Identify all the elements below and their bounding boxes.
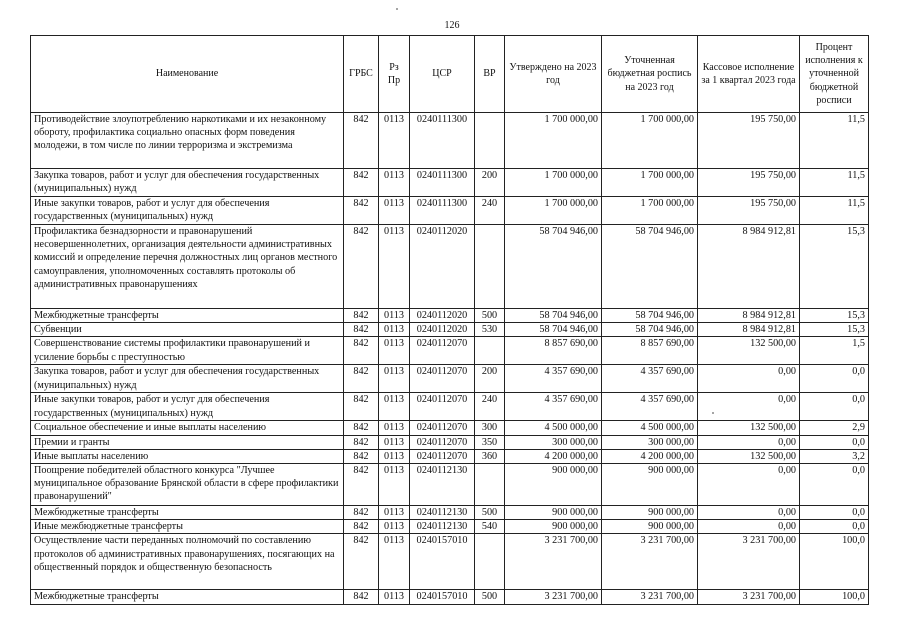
cell-approved: 58 704 946,00 (505, 225, 602, 309)
cell-cash: 132 500,00 (698, 421, 800, 435)
cell-cash: 195 750,00 (698, 197, 800, 225)
cell-refined: 300 000,00 (602, 435, 698, 449)
cell-refined: 4 200 000,00 (602, 449, 698, 463)
cell-vr: 360 (475, 449, 505, 463)
table-row (31, 113, 869, 169)
cell-grbs: 842 (344, 337, 379, 365)
cell-csr: 0240112130 (410, 520, 475, 534)
table-row (31, 169, 869, 197)
header-grbs: ГРБС (344, 36, 379, 113)
cell-approved: 4 500 000,00 (505, 421, 602, 435)
cell-cash: 132 500,00 (698, 449, 800, 463)
cell-rzpr: 0113 (379, 464, 410, 506)
cell-percent: 100,0 (800, 590, 869, 604)
cell-refined: 1 700 000,00 (602, 169, 698, 197)
cell-grbs: 842 (344, 225, 379, 309)
cell-rzpr: 0113 (379, 225, 410, 309)
header-approved: Утверждено на 2023 год (505, 36, 602, 113)
cell-name: Поощрение победителей областного конкурса "Лучшее муниципальное образование Брянской области в сфере профилактики правонарушений" (31, 464, 344, 506)
cell-grbs: 842 (344, 506, 379, 520)
cell-name: Закупка товаров, работ и услуг для обеспечения государственных (муниципальных) нужд (31, 169, 344, 197)
cell-vr: 200 (475, 365, 505, 393)
cell-name: Закупка товаров, работ и услуг для обеспечения государственных (муниципальных) нужд (31, 365, 344, 393)
cell-rzpr: 0113 (379, 506, 410, 520)
cell-csr: 0240112070 (410, 435, 475, 449)
cell-grbs: 842 (344, 113, 379, 169)
cell-refined: 3 231 700,00 (602, 534, 698, 590)
cell-cash: 0,00 (698, 393, 800, 421)
cell-approved: 8 857 690,00 (505, 337, 602, 365)
cell-cash: 132 500,00 (698, 337, 800, 365)
cell-rzpr: 0113 (379, 393, 410, 421)
cell-grbs: 842 (344, 197, 379, 225)
cell-approved: 4 200 000,00 (505, 449, 602, 463)
cell-name: Противодействие злоупотреблению наркотиками и их незаконному обороту, профилактика социально опасных форм поведения молодежи, в том числе по линии терроризма и экстремизма (31, 113, 344, 169)
cell-percent: 0,0 (800, 393, 869, 421)
cell-rzpr: 0113 (379, 520, 410, 534)
cell-percent: 11,5 (800, 197, 869, 225)
cell-csr: 0240112070 (410, 337, 475, 365)
cell-csr: 0240111300 (410, 113, 475, 169)
scan-speck (396, 8, 398, 10)
cell-name: Субвенции (31, 323, 344, 337)
header-name: Наименование (31, 36, 344, 113)
table-header-row (31, 36, 869, 113)
table-row (31, 393, 869, 421)
cell-cash: 0,00 (698, 435, 800, 449)
cell-grbs: 842 (344, 449, 379, 463)
cell-vr (475, 225, 505, 309)
cell-csr: 0240112130 (410, 506, 475, 520)
cell-cash: 195 750,00 (698, 113, 800, 169)
table-row (31, 421, 869, 435)
cell-rzpr: 0113 (379, 590, 410, 604)
cell-vr (475, 113, 505, 169)
cell-approved: 4 357 690,00 (505, 365, 602, 393)
cell-vr: 240 (475, 393, 505, 421)
table-row (31, 225, 869, 309)
cell-grbs: 842 (344, 323, 379, 337)
cell-percent: 15,3 (800, 225, 869, 309)
cell-name: Межбюджетные трансферты (31, 590, 344, 604)
cell-approved: 4 357 690,00 (505, 393, 602, 421)
cell-approved: 1 700 000,00 (505, 113, 602, 169)
cell-percent: 1,5 (800, 337, 869, 365)
cell-grbs: 842 (344, 309, 379, 323)
cell-cash: 8 984 912,81 (698, 225, 800, 309)
cell-refined: 4 500 000,00 (602, 421, 698, 435)
page-number: 126 (444, 20, 460, 31)
cell-vr (475, 534, 505, 590)
header-percent: Процент исполнения к уточненной бюджетной росписи (800, 36, 869, 113)
header-cash: Кассовое исполнение за 1 квартал 2023 года (698, 36, 800, 113)
cell-approved: 3 231 700,00 (505, 534, 602, 590)
cell-csr: 0240112020 (410, 225, 475, 309)
table-row (31, 590, 869, 604)
cell-approved: 1 700 000,00 (505, 169, 602, 197)
header-rzpr: Рз Пр (379, 36, 410, 113)
cell-refined: 900 000,00 (602, 506, 698, 520)
cell-name: Социальное обеспечение и иные выплаты населению (31, 421, 344, 435)
cell-percent: 15,3 (800, 323, 869, 337)
cell-refined: 58 704 946,00 (602, 225, 698, 309)
header-vr: ВР (475, 36, 505, 113)
cell-vr: 500 (475, 590, 505, 604)
cell-csr: 0240157010 (410, 590, 475, 604)
cell-name: Профилактика безнадзорности и правонарушений несовершеннолетних, организация деятельности административных комиссий и определение перечня должностных лиц органов местного самоуправления, уполномоченных составлять протоколы об административных правонарушениях (31, 225, 344, 309)
table-row (31, 506, 869, 520)
cell-vr: 350 (475, 435, 505, 449)
cell-grbs: 842 (344, 590, 379, 604)
cell-csr: 0240112130 (410, 464, 475, 506)
cell-csr: 0240112070 (410, 449, 475, 463)
cell-grbs: 842 (344, 169, 379, 197)
table-row (31, 520, 869, 534)
table-row (31, 435, 869, 449)
cell-name: Межбюджетные трансферты (31, 506, 344, 520)
cell-rzpr: 0113 (379, 169, 410, 197)
cell-percent: 100,0 (800, 534, 869, 590)
cell-name: Иные закупки товаров, работ и услуг для обеспечения государственных (муниципальных) нужд (31, 197, 344, 225)
cell-name: Совершенствование системы профилактики правонарушений и усиление борьбы с преступностью (31, 337, 344, 365)
header-refined: Уточненная бюджетная роспись на 2023 год (602, 36, 698, 113)
cell-cash: 195 750,00 (698, 169, 800, 197)
cell-rzpr: 0113 (379, 435, 410, 449)
cell-vr (475, 337, 505, 365)
cell-rzpr: 0113 (379, 337, 410, 365)
cell-refined: 58 704 946,00 (602, 323, 698, 337)
cell-rzpr: 0113 (379, 309, 410, 323)
cell-grbs: 842 (344, 421, 379, 435)
cell-rzpr: 0113 (379, 323, 410, 337)
cell-rzpr: 0113 (379, 421, 410, 435)
cell-refined: 900 000,00 (602, 520, 698, 534)
cell-refined: 4 357 690,00 (602, 393, 698, 421)
cell-refined: 900 000,00 (602, 464, 698, 506)
cell-approved: 900 000,00 (505, 464, 602, 506)
cell-percent: 0,0 (800, 365, 869, 393)
cell-vr (475, 464, 505, 506)
cell-percent: 0,0 (800, 464, 869, 506)
table-row (31, 337, 869, 365)
cell-vr: 300 (475, 421, 505, 435)
cell-percent: 3,2 (800, 449, 869, 463)
cell-percent: 11,5 (800, 113, 869, 169)
cell-refined: 58 704 946,00 (602, 309, 698, 323)
cell-refined: 1 700 000,00 (602, 197, 698, 225)
cell-approved: 900 000,00 (505, 506, 602, 520)
cell-refined: 4 357 690,00 (602, 365, 698, 393)
cell-percent: 0,0 (800, 520, 869, 534)
cell-vr: 500 (475, 506, 505, 520)
cell-vr: 200 (475, 169, 505, 197)
table-row (31, 197, 869, 225)
cell-csr: 0240157010 (410, 534, 475, 590)
scan-speck (712, 412, 714, 414)
cell-name: Осуществление части переданных полномочий по составлению протоколов об административных правонарушениях, посягающих на общественный порядок и общественную безопасность (31, 534, 344, 590)
cell-approved: 300 000,00 (505, 435, 602, 449)
cell-name: Иные закупки товаров, работ и услуг для обеспечения государственных (муниципальных) нужд (31, 393, 344, 421)
cell-csr: 0240112070 (410, 393, 475, 421)
cell-csr: 0240111300 (410, 169, 475, 197)
cell-csr: 0240112070 (410, 421, 475, 435)
cell-vr: 500 (475, 309, 505, 323)
table-body (31, 113, 869, 605)
cell-rzpr: 0113 (379, 197, 410, 225)
cell-cash: 0,00 (698, 506, 800, 520)
cell-csr: 0240111300 (410, 197, 475, 225)
cell-grbs: 842 (344, 520, 379, 534)
cell-cash: 3 231 700,00 (698, 534, 800, 590)
cell-refined: 1 700 000,00 (602, 113, 698, 169)
cell-grbs: 842 (344, 534, 379, 590)
cell-name: Иные межбюджетные трансферты (31, 520, 344, 534)
cell-grbs: 842 (344, 365, 379, 393)
cell-approved: 900 000,00 (505, 520, 602, 534)
cell-rzpr: 0113 (379, 534, 410, 590)
table-row (31, 309, 869, 323)
table-row (31, 534, 869, 590)
cell-vr: 240 (475, 197, 505, 225)
table-row (31, 323, 869, 337)
cell-name: Межбюджетные трансферты (31, 309, 344, 323)
cell-name: Иные выплаты населению (31, 449, 344, 463)
cell-csr: 0240112020 (410, 309, 475, 323)
cell-grbs: 842 (344, 435, 379, 449)
cell-refined: 8 857 690,00 (602, 337, 698, 365)
cell-cash: 0,00 (698, 464, 800, 506)
cell-refined: 3 231 700,00 (602, 590, 698, 604)
cell-vr: 530 (475, 323, 505, 337)
cell-approved: 58 704 946,00 (505, 309, 602, 323)
cell-rzpr: 0113 (379, 113, 410, 169)
cell-approved: 3 231 700,00 (505, 590, 602, 604)
cell-cash: 8 984 912,81 (698, 323, 800, 337)
cell-rzpr: 0113 (379, 449, 410, 463)
cell-csr: 0240112070 (410, 365, 475, 393)
cell-percent: 0,0 (800, 506, 869, 520)
cell-cash: 8 984 912,81 (698, 309, 800, 323)
cell-rzpr: 0113 (379, 365, 410, 393)
cell-approved: 1 700 000,00 (505, 197, 602, 225)
table-row (31, 449, 869, 463)
cell-percent: 15,3 (800, 309, 869, 323)
cell-grbs: 842 (344, 393, 379, 421)
table-row (31, 464, 869, 506)
cell-grbs: 842 (344, 464, 379, 506)
cell-approved: 58 704 946,00 (505, 323, 602, 337)
budget-execution-table (30, 35, 869, 605)
cell-csr: 0240112020 (410, 323, 475, 337)
cell-vr: 540 (475, 520, 505, 534)
cell-percent: 0,0 (800, 435, 869, 449)
header-csr: ЦСР (410, 36, 475, 113)
cell-name: Премии и гранты (31, 435, 344, 449)
cell-cash: 3 231 700,00 (698, 590, 800, 604)
cell-percent: 2,9 (800, 421, 869, 435)
cell-cash: 0,00 (698, 520, 800, 534)
table-row (31, 365, 869, 393)
cell-percent: 11,5 (800, 169, 869, 197)
cell-cash: 0,00 (698, 365, 800, 393)
